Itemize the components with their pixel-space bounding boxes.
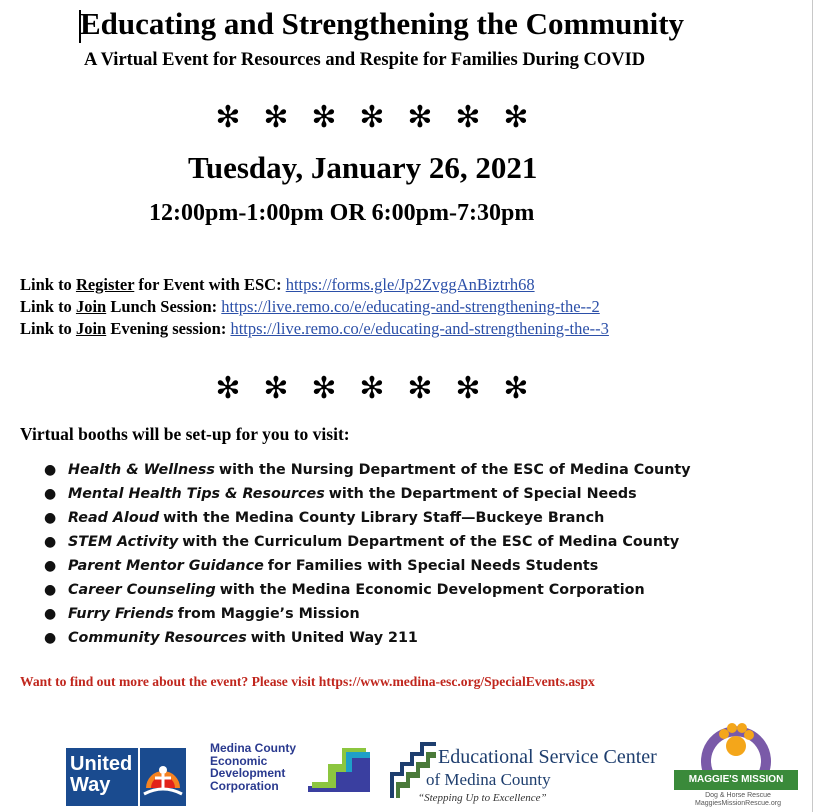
united-way-wordmark: United Way <box>66 748 138 806</box>
bullet-icon: ● <box>44 558 57 574</box>
lunch-link-line: Link to Join Lunch Session: https://live.remo.co/e/educating-and-strengthening-the--2 <box>20 297 600 316</box>
horseshoe-paw-icon <box>698 706 774 774</box>
bullet-icon: ● <box>44 510 57 526</box>
asterisk-icon: ✻ <box>503 371 529 406</box>
event-links <box>20 274 609 340</box>
event-date: Tuesday, January 26, 2021 <box>188 150 538 185</box>
evening-session-link[interactable]: https://live.remo.co/e/educating-and-strengthening-the--3 <box>230 319 609 338</box>
lunch-session-link[interactable]: https://live.remo.co/e/educating-and-strengthening-the--2 <box>221 297 600 316</box>
list-item: ● Career Counseling with the Medina Economic Development Corporation <box>44 578 691 602</box>
more-info-text: Want to find out more about the event? Please visit https://www.medina-esc.org/SpecialEvents.aspx <box>20 674 595 689</box>
list-item: ● STEM Activity with the Curriculum Department of the ESC of Medina County <box>44 530 691 554</box>
asterisk-separator <box>214 100 530 135</box>
asterisk-icon: ✻ <box>263 371 289 406</box>
united-way-emblem-icon <box>140 748 186 806</box>
medina-edc-emblem-icon <box>306 742 372 794</box>
bullet-icon: ● <box>44 582 57 598</box>
list-item: ● Read Aloud with the Medina County Library Staff—Buckeye Branch <box>44 506 691 530</box>
bullet-icon: ● <box>44 630 57 646</box>
asterisk-separator <box>214 371 530 406</box>
bullet-icon: ● <box>44 462 57 478</box>
list-item: ● Parent Mentor Guidance for Families with Special Needs Students <box>44 554 691 578</box>
list-item: ● Furry Friends from Maggie’s Mission <box>44 602 691 626</box>
register-link[interactable]: https://forms.gle/Jp2ZvggAnBiztrh68 <box>285 275 535 294</box>
booth-list <box>44 458 691 650</box>
asterisk-icon: ✻ <box>455 371 481 406</box>
asterisk-icon: ✻ <box>311 100 337 135</box>
maggies-mission-sub: Dog & Horse Rescue MaggiesMissionRescue.org <box>695 792 781 807</box>
esc-name: Educational Service Center <box>438 746 657 768</box>
asterisk-icon: ✻ <box>215 100 241 135</box>
bullet-icon: ● <box>44 534 57 550</box>
asterisk-icon: ✻ <box>503 100 529 135</box>
page-edge <box>812 0 813 812</box>
list-item: ● Mental Health Tips & Resources with the Department of Special Needs <box>44 482 691 506</box>
asterisk-icon: ✻ <box>407 100 433 135</box>
asterisk-icon: ✻ <box>407 371 433 406</box>
bullet-icon: ● <box>44 486 57 502</box>
esc-county: of Medina County <box>426 770 551 789</box>
bullet-icon: ● <box>44 606 57 622</box>
asterisk-icon: ✻ <box>359 371 385 406</box>
asterisk-icon: ✻ <box>455 100 481 135</box>
asterisk-icon: ✻ <box>263 100 289 135</box>
evening-link-line: Link to Join Evening session: https://live.remo.co/e/educating-and-strengthening-the--3 <box>20 319 609 338</box>
register-link-line: Link to Register for Event with ESC: https://forms.gle/Jp2ZvggAnBiztrh68 <box>20 275 535 294</box>
asterisk-icon: ✻ <box>359 100 385 135</box>
page-subtitle: A Virtual Event for Resources and Respite for Families During COVID <box>84 50 646 70</box>
esc-logo <box>390 742 657 808</box>
maggies-mission-banner: MAGGIE'S MISSION <box>674 770 798 790</box>
list-item: ● Community Resources with United Way 211 <box>44 626 691 650</box>
event-time: 12:00pm-1:00pm OR 6:00pm-7:30pm <box>149 200 535 226</box>
medina-edc-logo-text: Medina County Economic Development Corporation <box>210 741 296 793</box>
maggies-mission-logo <box>668 706 804 810</box>
list-item: ● Health & Wellness with the Nursing Department of the ESC of Medina County <box>44 458 691 482</box>
united-way-logo <box>66 748 186 806</box>
esc-tagline: “Stepping Up to Excellence” <box>418 792 547 804</box>
booths-heading: Virtual booths will be set-up for you to visit: <box>20 424 350 444</box>
asterisk-icon: ✻ <box>311 371 337 406</box>
page-title: Educating and Strengthening the Community <box>80 6 685 41</box>
asterisk-icon: ✻ <box>215 371 241 406</box>
